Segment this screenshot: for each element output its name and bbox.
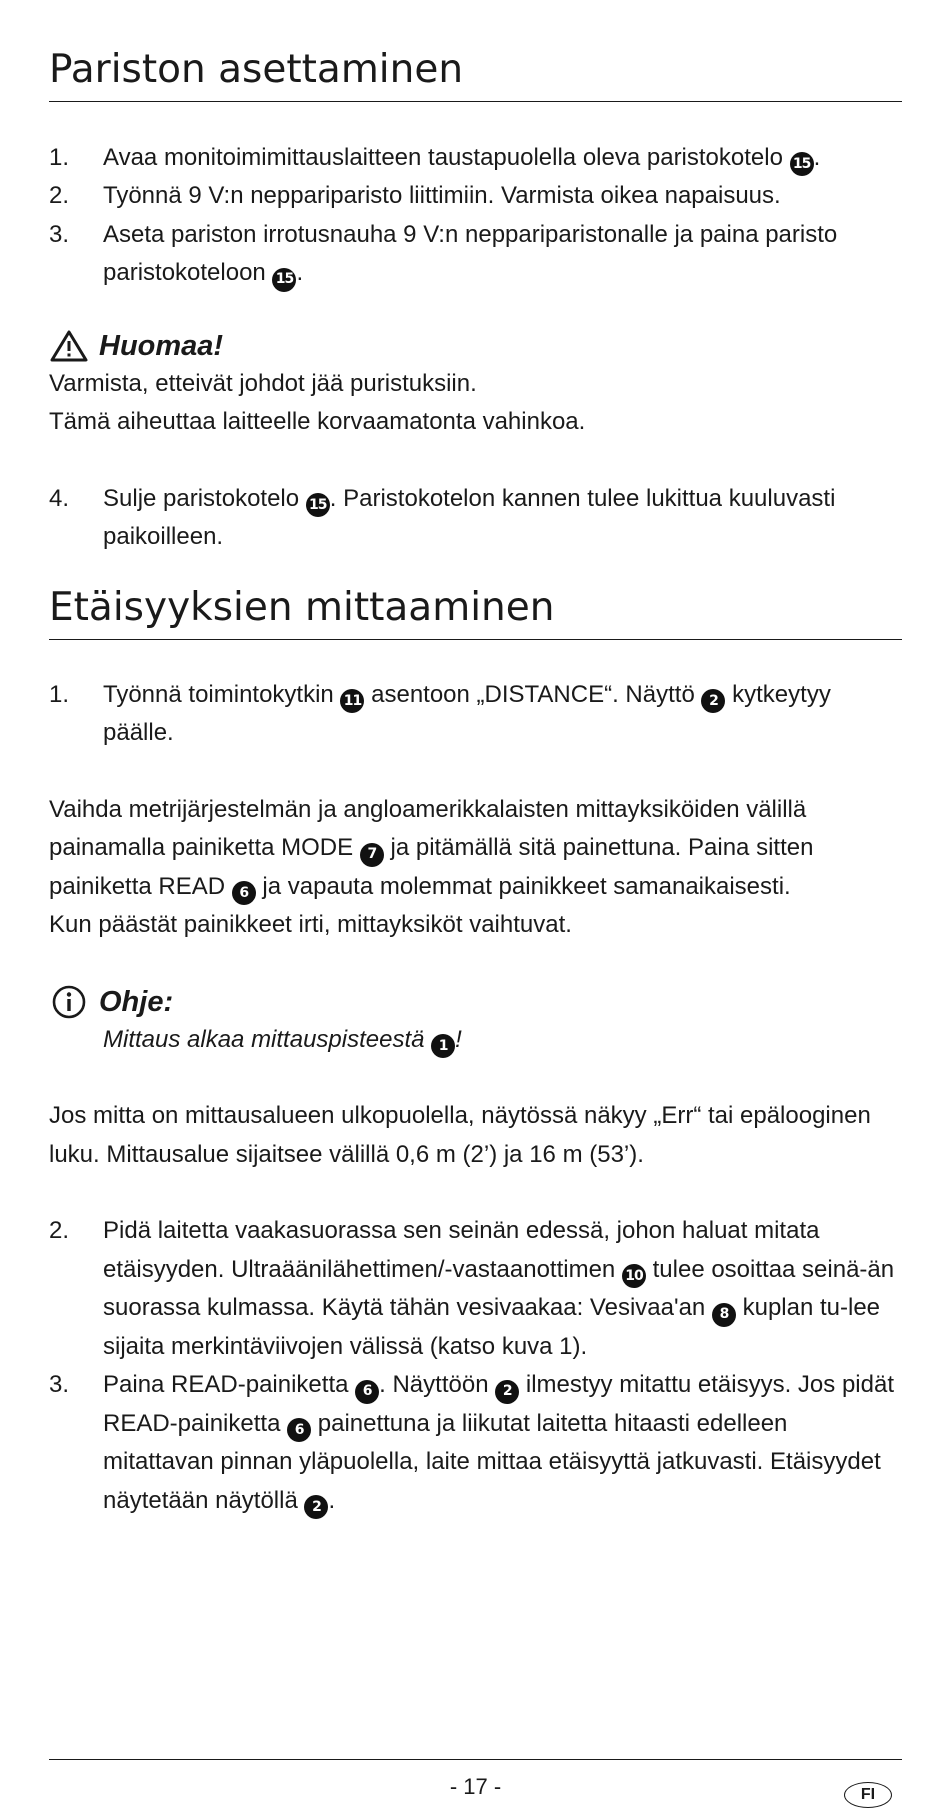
steps-list <box>49 676 902 753</box>
paragraph: Jos mitta on mittausalueen ulkopuolella, näytössä näkyy „Err“ tai epälooginen luku. Mittausalue sijaitsee välillä 0,6 m (2’) ja 16 m (53’). <box>49 1102 871 1168</box>
steps-list <box>49 139 902 293</box>
hint-text: Mittaus alkaa mittauspisteestä 1 ! <box>49 1021 902 1060</box>
ref-badge: 11 <box>340 689 364 713</box>
ref-badge: 15 <box>272 268 296 292</box>
list-item: 1. Työnnä toimintokytkin 11 asentoon „DISTANCE“. Näyttö 2 kytkeytyy päälle. <box>49 680 831 747</box>
ref-badge: 1 <box>431 1034 455 1058</box>
warning-note <box>49 327 902 442</box>
paragraph: Vaihda metrijärjestelmän ja angloamerikkalaisten mittayksiköiden välillä painamalla painiketta MODE 7 ja pitämällä sitä painettuna. Paina sitten painiketta READ 6 ja vapauta molemmat painikkeet samanaikaisesti. Kun päästät painikkeet irti, mittayksiköt vaihtuvat. <box>49 795 814 939</box>
steps-list <box>49 1212 902 1520</box>
warning-line: Varmista, etteivät johdot jää puristuksiin. <box>49 369 477 397</box>
section-battery <box>49 48 902 557</box>
hint-title: Ohje: <box>99 985 174 1018</box>
section-title: Pariston asettaminen <box>49 48 902 102</box>
ref-badge: 6 <box>232 881 256 905</box>
hint-note <box>49 983 902 1060</box>
section-title: Etäisyyksien mittaaminen <box>49 586 902 640</box>
steps-list <box>49 480 902 557</box>
ref-badge: 2 <box>304 1495 328 1519</box>
list-item: 2. Pidä laitetta vaakasuorassa sen seinän edessä, johon haluat mitata etäisyyden. Ultraäänilähettimen/-vastaanottimen 10 tulee osoittaa seinä-än suorassa kulmassa. Käytä tähän vesivaakaa: Vesivaa'an 8 kuplan tu-lee sijaita merkintäviivojen välissä (katso kuva 1). <box>49 1217 895 1360</box>
list-item: 2. Työnnä 9 V:n neppariparisto liittimiin. Varmista oikea napaisuus. <box>49 182 781 210</box>
warning-line: Tämä aiheuttaa laitteelle korvaamatonta vahinkoa. <box>49 408 586 436</box>
ref-badge: 2 <box>495 1380 519 1404</box>
ref-badge: 2 <box>701 689 725 713</box>
ref-badge: 15 <box>790 152 814 176</box>
ref-badge: 7 <box>360 843 384 867</box>
section-distance <box>49 586 902 1520</box>
list-item: 3. Paina READ-painiketta 6 . Näyttöön 2 ilmestyy mitattu etäisyys. Jos pidät READ-painiketta 6 painettuna ja liikutat laitetta hitaasti edelleen mitattavan pinnan yläpuolella, laite mittaa etäisyyttä jatkuvasti. Etäisyydet näytetään näytöllä 2 . <box>49 1366 902 1520</box>
list-item: 3. Aseta pariston irrotusnauha 9 V:n neppariparistonalle ja paina paristo paristokoteloon 15 . <box>49 216 902 293</box>
ref-badge: 6 <box>355 1380 379 1404</box>
ref-badge: 8 <box>712 1303 736 1327</box>
page-footer <box>49 1759 902 1803</box>
ref-badge: 6 <box>287 1418 311 1442</box>
ref-badge: 10 <box>622 1264 646 1288</box>
list-item: 4. Sulje paristokotelo 15 . Paristokotelon kannen tulee lukittua kuuluvasti paikoilleen. <box>49 484 836 551</box>
list-item: 1. Avaa monitoimimittauslaitteen taustapuolella oleva paristokotelo 15 . <box>49 139 902 178</box>
info-icon <box>49 984 89 1020</box>
warning-title: Huomaa! <box>99 329 224 362</box>
ref-badge: 15 <box>306 493 330 517</box>
warning-icon <box>49 329 89 363</box>
language-badge: FI <box>844 1782 892 1808</box>
page-number: - 17 - <box>449 1774 502 1799</box>
